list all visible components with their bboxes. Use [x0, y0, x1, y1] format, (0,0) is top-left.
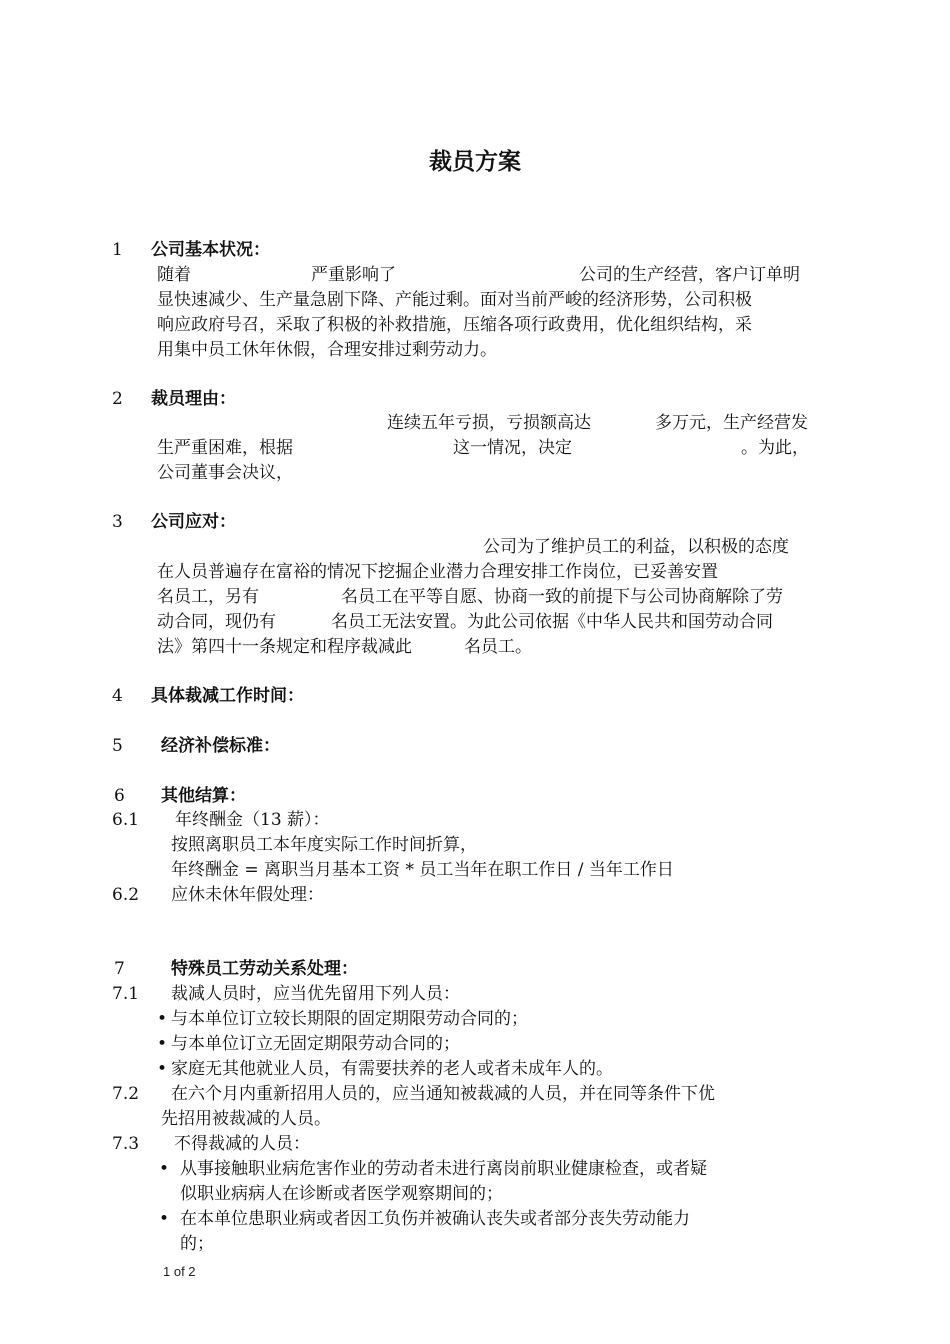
s2-line1-a: 连续五年亏损，亏损额高达 [387, 413, 591, 433]
section-1-number: 1 [112, 240, 123, 260]
section-4-number: 4 [112, 686, 123, 706]
s6-2-text: 应休未休年假处理： [171, 885, 324, 905]
list-item [157, 1031, 460, 1057]
s3-line4-a: 动合同，现仍有 [157, 612, 276, 632]
s3-line4-b: 名员工无法安置。为此公司依据《中华人民共和国劳动合同 [331, 612, 773, 632]
s3-line5-a: 法》第四十一条规定和程序裁减此 [157, 637, 412, 657]
s6-1-line1: 按照离职员工本年度实际工作时间折算， [171, 835, 477, 855]
s7-3-item-2-line2: 的； [180, 1234, 214, 1254]
s6-1-number: 6.1 [112, 810, 140, 830]
section-2-number: 2 [112, 389, 123, 409]
s1-line3: 响应政府号召，采取了积极的补救措施，压缩各项行政费用，优化组织结构，采 [157, 315, 752, 335]
section-5-heading: 经济补偿标准： [161, 736, 280, 756]
s2-line3: 公司董事会决议， [157, 463, 293, 483]
s3-line3-b: 名员工在平等自愿、协商一致的前提下与公司协商解除了劳 [341, 587, 783, 607]
s3-line3-a: 名员工，另有 [157, 587, 259, 607]
page-number: 1 of 2 [163, 1264, 196, 1279]
section-7-heading: 特殊员工劳动关系处理： [171, 959, 358, 979]
s7-1-item-3: 家庭无其他就业人员，有需要扶养的老人或者未成年人的。 [171, 1059, 613, 1079]
section-6-number: 6 [114, 786, 125, 806]
s6-1-text: 年终酬金（13 薪）： [175, 810, 330, 830]
bullet-icon: • [157, 1034, 168, 1054]
s7-3-bullet-1: • [159, 1159, 170, 1179]
section-6-heading: 其他结算： [161, 786, 246, 806]
bullet-icon: • [157, 1009, 168, 1029]
s1-line1-c: 公司的生产经营，客户订单明 [579, 265, 800, 285]
s3-line1: 公司为了维护员工的利益，以积极的态度 [483, 537, 789, 557]
s2-line2-a: 生严重困难，根据 [157, 438, 293, 458]
s7-1-item-2: 与本单位订立无固定期限劳动合同的； [171, 1034, 460, 1054]
s3-line5-b: 名员工。 [464, 637, 532, 657]
section-5-number: 5 [112, 736, 123, 756]
s7-2-number: 7.2 [112, 1084, 140, 1104]
s7-2-line2: 先招用被裁减的人员。 [161, 1109, 331, 1129]
s7-3-item-1-line1: 从事接触职业病危害作业的劳动者未进行离岗前职业健康检查，或者疑 [180, 1159, 707, 1179]
s7-1-number: 7.1 [112, 984, 140, 1004]
s7-3-item-1-line2: 似职业病病人在诊断或者医学观察期间的； [180, 1184, 503, 1204]
list-item [157, 1006, 528, 1032]
section-4-heading: 具体裁减工作时间： [151, 686, 304, 706]
document-title: 裁员方案 [429, 149, 521, 175]
section-3-heading: 公司应对： [151, 512, 236, 532]
section-2-heading: 裁员理由： [151, 389, 236, 409]
s2-line2-c: 。为此， [741, 438, 809, 458]
s6-2-number: 6.2 [112, 885, 140, 905]
s7-1-item-1: 与本单位订立较长期限的固定期限劳动合同的； [171, 1009, 528, 1029]
s7-3-bullet-2: • [159, 1209, 170, 1229]
section-3-number: 3 [112, 512, 123, 532]
list-item [157, 1056, 613, 1082]
s2-line2-b: 这一情况，决定 [453, 438, 572, 458]
s3-line2: 在人员普遍存在富裕的情况下挖掘企业潜力合理安排工作岗位，已妥善安置 [157, 562, 718, 582]
s7-2-line1: 在六个月内重新招用人员的，应当通知被裁减的人员，并在同等条件下优 [171, 1084, 715, 1104]
s1-line4: 用集中员工休年休假，合理安排过剩劳动力。 [157, 340, 497, 360]
section-7-number: 7 [114, 959, 125, 979]
s7-3-item-2-line1: 在本单位患职业病或者因工负伤并被确认丧失或者部分丧失劳动能力 [180, 1209, 690, 1229]
s1-line2: 显快速减少、生产量急剧下降、产能过剩。面对当前严峻的经济形势，公司积极 [157, 290, 752, 310]
s2-line1-b: 多万元，生产经营发 [655, 413, 808, 433]
s6-1-line2: 年终酬金 = 离职当月基本工资 * 员工当年在职工作日 / 当年工作日 [171, 860, 674, 880]
s1-line1-b: 严重影响了 [311, 265, 396, 285]
s1-line1-a: 随着 [157, 265, 191, 285]
s7-1-text: 裁减人员时，应当优先留用下列人员： [171, 984, 460, 1004]
section-1-heading: 公司基本状况： [151, 240, 270, 260]
s7-3-text: 不得裁减的人员： [174, 1134, 310, 1154]
s7-3-number: 7.3 [112, 1134, 140, 1154]
bullet-icon: • [157, 1059, 168, 1079]
